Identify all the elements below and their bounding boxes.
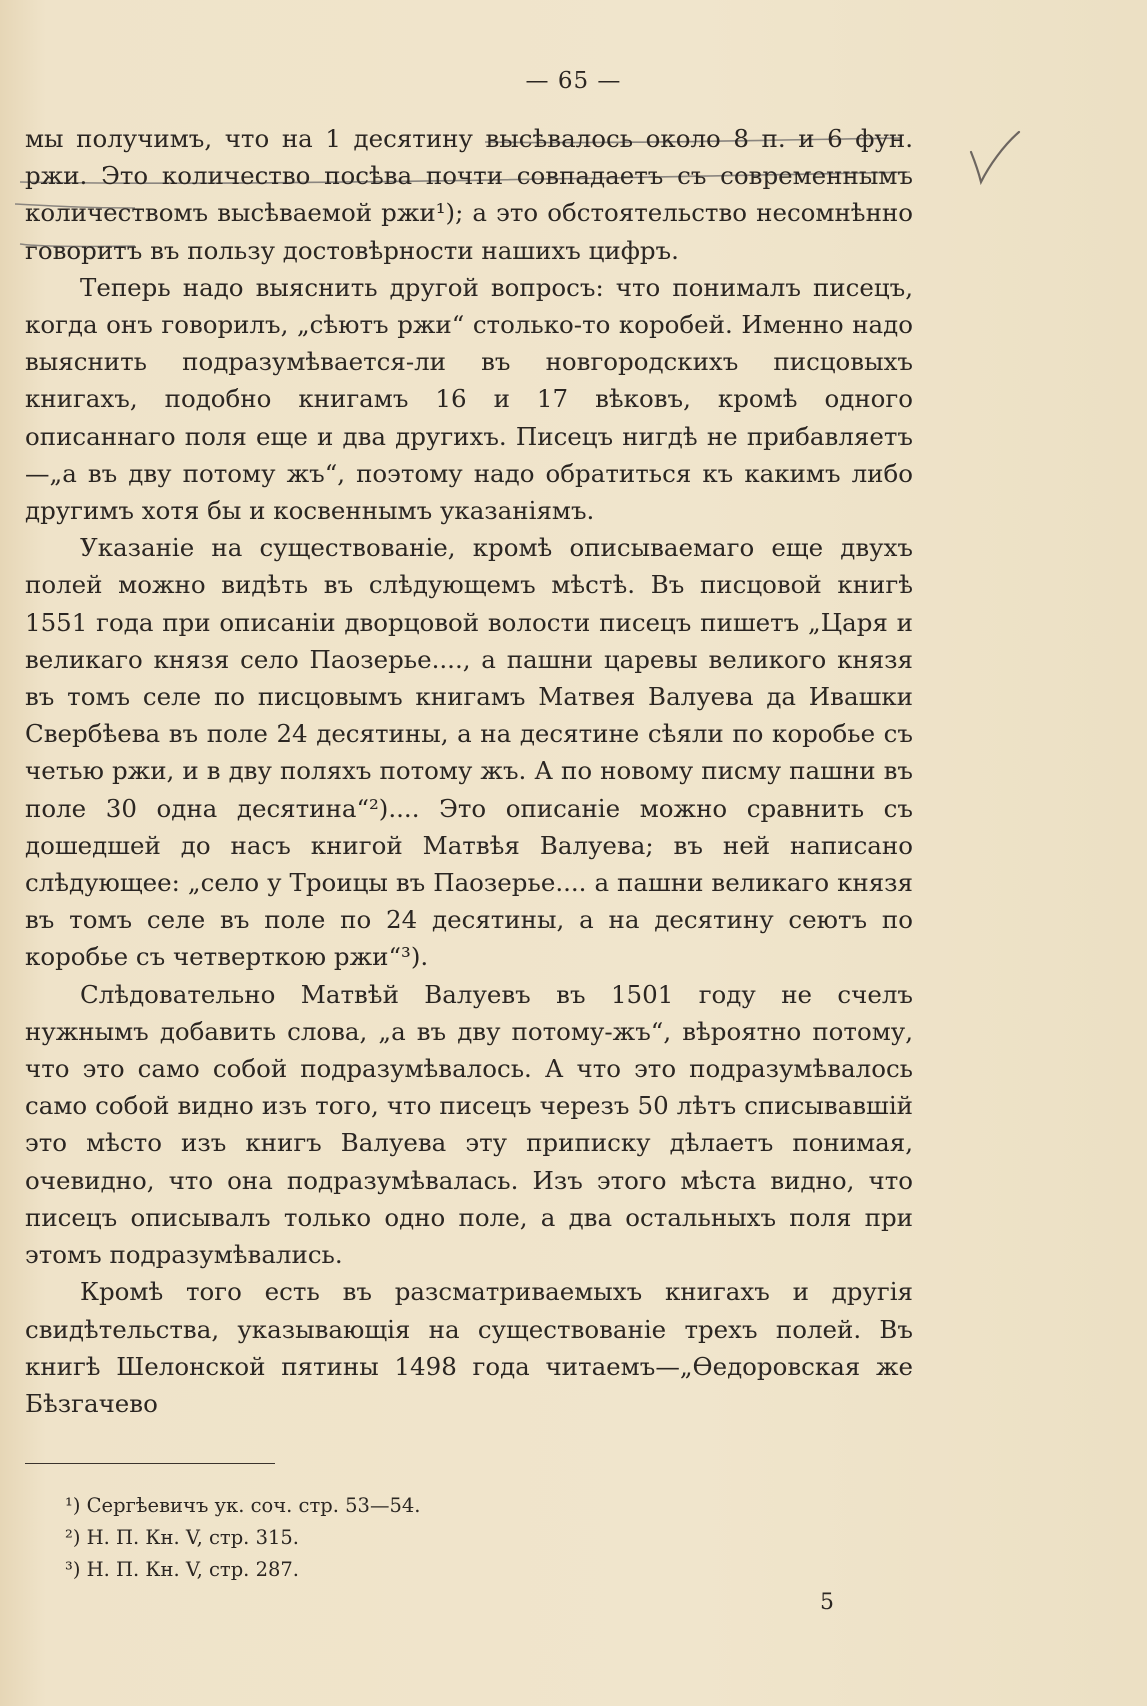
footnote: ²) Н. П. Кн. V, стр. 315. [65, 1526, 299, 1549]
signature-mark: 5 [820, 1590, 834, 1615]
pencil-check-mark-icon [965, 130, 1025, 190]
footnote: ¹) Сергѣевичъ ук. соч. стр. 53—54. [65, 1494, 421, 1517]
paragraph: Указаніе на существованіе, кромѣ описываемаго еще двухъ полей можно видѣть въ слѣдующемъ мѣстѣ. Въ писцовой книгѣ 1551 года при описаніи дворцовой волости писецъ пишетъ „Царя и великаго князя село Паозерье...., а пашни царевы великого князя въ томъ селе по писцовымъ книгамъ Матвея Валуева да Ивашки Свербѣева въ поле 24 десятины, а на десятине сѣяли по коробье съ четью ржи, и в дву поляхъ потому жъ. А по новому писму пашни въ поле 30 одна десятина“²).... Это описаніе можно сравнить съ дошедшей до насъ книгой Матвѣя Валуева; въ ней написано слѣдующее: „село у Троицы въ Паозерье.... а пашни великаго князя въ томъ селе въ поле по 24 десятины, а на десятину сеютъ по коробье съ четверткою ржи“³). [25, 533, 913, 972]
paragraph: Теперь надо выяснить другой вопросъ: что понималъ писецъ, когда онъ говорилъ, „сѣютъ ржи“ столько-то коробей. Именно надо выяснить подразумѣвается-ли въ новгородскихъ писцовыхъ книгахъ, подобно книгамъ 16 и 17 вѣковъ, кромѣ одного описаннаго поля еще и два другихъ. Писецъ нигдѣ не прибавляетъ—„а въ дву потому жъ“, поэтому надо обратиться къ какимъ либо другимъ хотя бы и косвеннымъ указаніямъ. [25, 272, 913, 526]
footnote-divider [25, 1463, 275, 1464]
paragraph: Кромѣ того есть въ разсматриваемыхъ книгахъ и другія свидѣтельства, указывающія на существованіе трехъ полей. Въ книгѣ Шелонской пятины 1498 года читаемъ—„Ѳедоровская же Бѣзгачево [25, 1277, 913, 1418]
paragraph: мы получимъ, что на 1 десятину высѣвалось около 8 п. и 6 фун. ржи. Это количество посѣва почти совпадаетъ съ современнымъ количествомъ высѣваемой ржи¹); а это обстоятельство несомнѣнно говоритъ въ пользу достовѣрности нашихъ цифръ. [25, 124, 913, 265]
footnotes [65, 1490, 420, 1586]
body-text [25, 120, 913, 1422]
page-number: — 65 — [525, 68, 622, 94]
paragraph: Слѣдовательно Матвѣй Валуевъ въ 1501 году не счелъ нужнымъ добавить слова, „а въ дву потому-жъ“, вѣроятно потому, что это само собой подразумѣвалось. А что это подразумѣвалось само собой видно изъ того, что писецъ черезъ 50 лѣтъ списывавшій это мѣсто изъ книгъ Валуева эту приписку дѣлаетъ понимая, очевидно, что она подразумѣвалась. Изъ этого мѣста видно, что писецъ описывалъ только одно поле, а два остальныхъ поля при этомъ подразумѣвались. [25, 979, 913, 1270]
footnote: ³) Н. П. Кн. V, стр. 287. [65, 1558, 299, 1581]
